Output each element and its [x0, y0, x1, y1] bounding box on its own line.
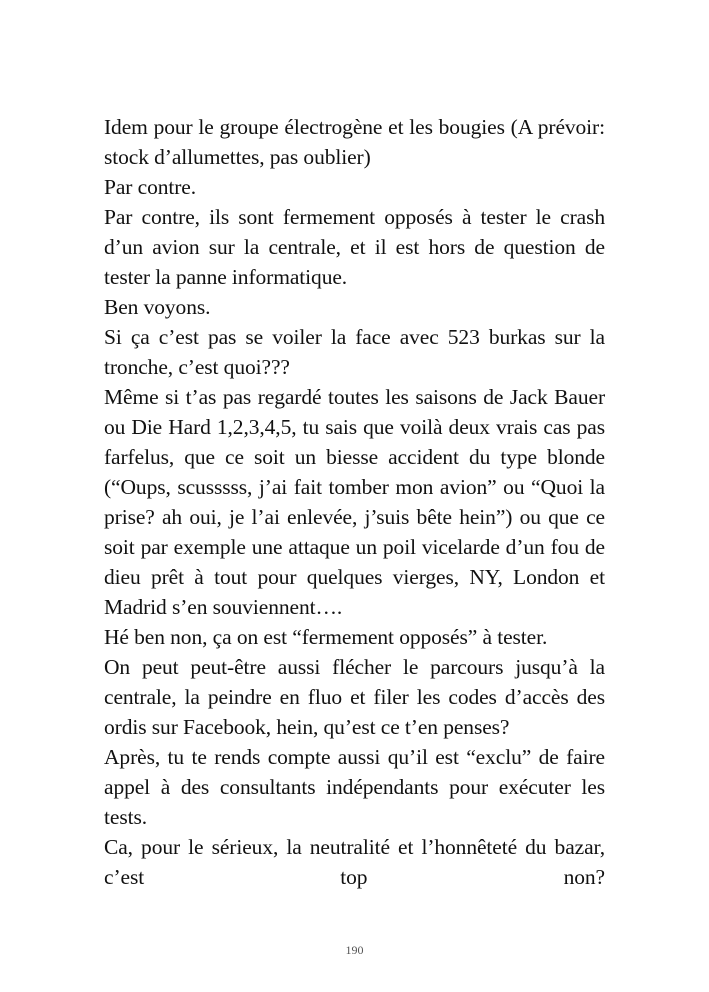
paragraph-crash-test: Par contre, ils sont fermement opposés à tester le crash d’un avion sur la centrale, et il est hors de question de tester la panne informatique. [104, 205, 605, 289]
paragraph-consultants: Après, tu te rends compte aussi qu’il est “exclu” de faire appel à des consultants indépendants pour exécuter les tests. [104, 745, 605, 829]
paragraph-serieux: Ca, pour le sérieux, la neutralité et l’honnêteté du bazar, c’est top non? [104, 835, 605, 889]
paragraph-fermement-opposes: Hé ben non, ça on est “fermement opposés” à tester. [104, 625, 548, 649]
paragraph-ben-voyons: Ben voyons. [104, 295, 211, 319]
page-body [104, 112, 605, 892]
paragraph-par-contre: Par contre. [104, 175, 197, 199]
paragraph-generator: Idem pour le groupe électrogène et les bougies (A prévoir: stock d’allumettes, pas oublier) [104, 115, 605, 169]
paragraph-jack-bauer: Même si t’as pas regardé toutes les saisons de Jack Bauer ou Die Hard 1,2,3,4,5, tu sais que voilà deux vrais cas pas farfelus, que ce soit un biesse accident du type blonde (“Oups, scusssss, j’ai fait tomber mon avion” ou “Quoi la prise? ah oui, je l’ai enlevée, j’suis bête hein”) ou que ce soit par exemple une attaque un poil vicelarde d’un fou de dieu prêt à tout pour quelques vierges, NY, London et Madrid s’en souviennent…. [104, 385, 605, 619]
paragraph-voiler-la-face: Si ça c’est pas se voiler la face avec 523 burkas sur la tronche, c’est quoi??? [104, 325, 605, 379]
paragraph-flecher-parcours: On peut peut-être aussi flécher le parcours jusqu’à la centrale, la peindre en fluo et filer les codes d’accès des ordis sur Facebook, hein, qu’est ce t’en penses? [104, 655, 605, 739]
page-number: 190 [345, 943, 364, 957]
